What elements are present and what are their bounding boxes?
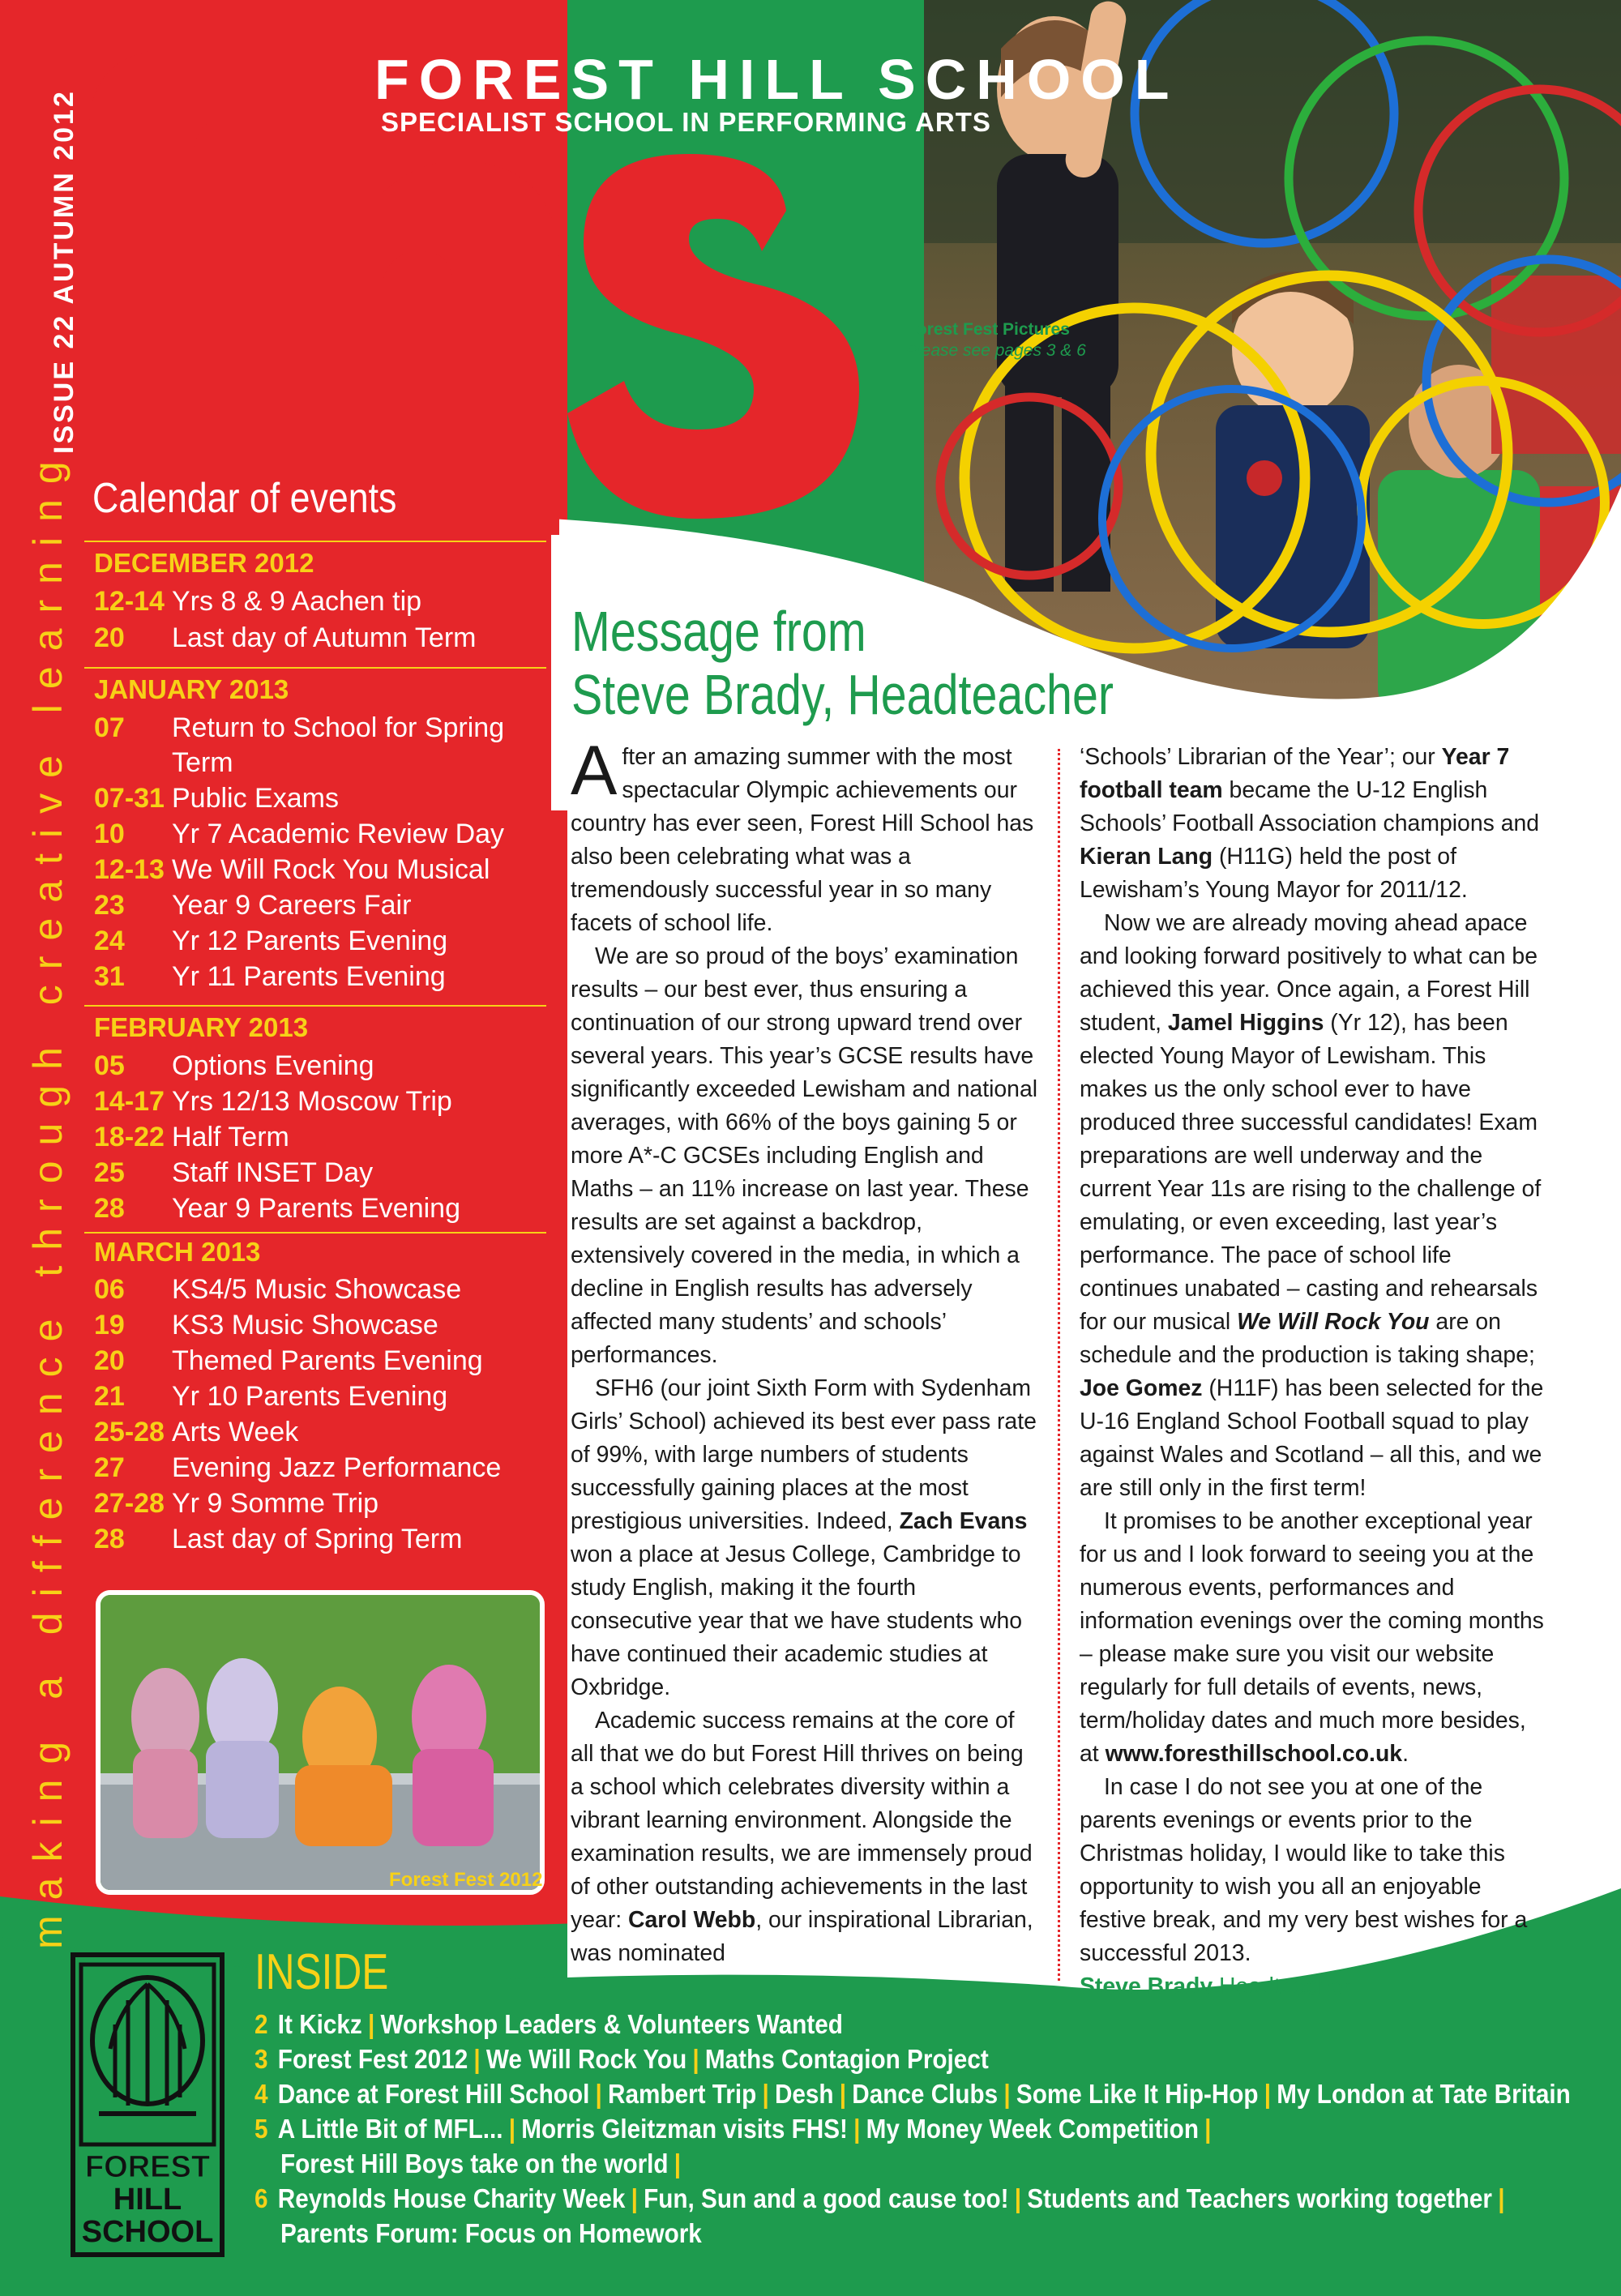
calendar-event: 21 Yr 10 Parents Evening <box>94 1381 448 1412</box>
calendar-event: 05 Options Evening <box>94 1050 374 1081</box>
article-column-1 <box>571 732 1039 1970</box>
logo-text-line2: HILL <box>113 2183 182 2217</box>
calendar-divider <box>84 1005 546 1007</box>
inside-page-5-cont: Forest Hill Boys take on the world | <box>280 2148 682 2178</box>
website-link[interactable]: www.foresthillschool.co.uk <box>1105 1741 1403 1767</box>
calendar-month: MARCH 2013 <box>94 1237 261 1267</box>
calendar-event: 07-31 Public Exams <box>94 783 339 814</box>
message-title-line2: Steve Brady, Headteacher <box>571 663 1114 726</box>
article-paragraph: ‘Schools’ Librarian of the Year’; our Year 7 football team became the U-12 English Schools’ Football Association champions and Kieran Lang (H11G) held the post of Lewisham’s Young Mayor for 2011/12. <box>1080 744 1540 903</box>
calendar-event: 20 Themed Parents Evening <box>94 1345 483 1376</box>
calendar-event: 06 KS4/5 Music Showcase <box>94 1274 462 1305</box>
calendar-month: FEBRUARY 2013 <box>94 1012 309 1042</box>
inside-page-3: 3 Forest Fest 2012 | We Will Rock You | Maths Contagion Project <box>254 2044 989 2074</box>
column-divider <box>1058 749 1060 1981</box>
calendar-event: 27 Evening Jazz Performance <box>94 1452 502 1483</box>
calendar-event: 25 Staff INSET Day <box>94 1157 374 1188</box>
message-title-line1: Message from <box>571 600 866 663</box>
calendar-event: 28 Last day of Spring Term <box>94 1524 463 1554</box>
forest-fest-photo <box>96 1590 545 1895</box>
calendar-month: DECEMBER 2012 <box>94 548 314 578</box>
signoff <box>1080 1970 1550 2003</box>
calendar-heading: Calendar of events <box>92 475 397 522</box>
signoff-name: Steve Brady <box>1080 1973 1213 1999</box>
calendar-event: 19 KS3 Music Showcase <box>94 1310 438 1340</box>
article-paragraph: After an amazing summer with the most spectacular Olympic achievements our country has ever seen, Forest Hill School has also been celebrating what was a tremendously successful year in so many facets of school life. <box>571 732 1034 936</box>
photo-caption-subtitle: Please see pages 3 & 6 <box>906 341 1086 360</box>
calendar-divider <box>84 667 546 669</box>
calendar-event: 28 Year 9 Parents Evening <box>94 1193 460 1224</box>
calendar-event: 12-13 We Will Rock You Musical <box>94 854 490 885</box>
calendar-event: 12-14 Yrs 8 & 9 Aachen tip <box>94 586 422 617</box>
calendar-event: 31 Yr 11 Parents Evening <box>94 961 446 992</box>
tagline: making a difference through creative learning <box>25 446 71 1949</box>
calendar-event: 27-28 Yr 9 Somme Trip <box>94 1488 379 1519</box>
calendar-event: 10 Yr 7 Academic Review Day <box>94 819 505 849</box>
logo-text-line1: FOREST <box>84 2150 211 2184</box>
school-crest-logo <box>70 1952 225 2258</box>
calendar-divider <box>84 541 546 542</box>
message-title <box>571 600 1114 726</box>
calendar-divider <box>84 1232 546 1234</box>
signoff-role: Headteacher <box>1219 1973 1351 1999</box>
issue-label: ISSUE 22 AUTUMN 2012 <box>49 89 79 454</box>
school-subtitle: SPECIALIST SCHOOL IN PERFORMING ARTS <box>381 107 991 137</box>
calendar-month: JANUARY 2013 <box>94 674 289 704</box>
calendar-event: 20 Last day of Autumn Term <box>94 622 477 653</box>
article-paragraph: It promises to be another exceptional year for us and I look forward to seeing you at the numerous events, performances and information evenings over the coming months – please make sure you visit our website regularly for full details of events, news, term/holiday dates and much more besides, at www.foresthillschool.co.uk. <box>1080 1508 1544 1767</box>
drop-cap: A <box>571 732 618 810</box>
calendar-event: 18-22 Half Term <box>94 1122 289 1152</box>
article-paragraph: Now we are already moving ahead apace and looking forward positively to what can be achieved this year. Once again, a Forest Hill student, Jamel Higgins (Yr 12), has been elected Young Mayor of Lewisham. This makes us the only school ever to have produced three successful candidates! Exam preparations are well underway and the current Year 11s are rising to the challenge of emulating, or even exceeding, last year’s performance. The pace of school life continues unabated – casting and rehearsals for our musical We Will Rock You are on schedule and the production is taking shape; Joe Gomez (H11F) has been selected for the U-16 England School Football squad to play against Wales and Scotland – all this, and we are still only in the first term! <box>1080 910 1544 1501</box>
small-photo-caption: Forest Fest 2012 <box>389 1869 543 1891</box>
article-paragraph: SFH6 (our joint Sixth Form with Sydenham Girls’ School) achieved its best ever pass rate of 99%, with large numbers of students successfully gaining places at the most prestigious universities. Indeed, Zach Evans won a place at Jesus College, Cambridge to study English, making it the fourth consecutive year that we have students who have continued their academic studies at Oxbridge. <box>571 1375 1037 1700</box>
inside-page-5: 5 A Little Bit of MFL... | Morris Gleitzman visits FHS! | My Money Week Competition | <box>254 2114 1212 2144</box>
article-paragraph: We are so proud of the boys’ examination results – our best ever, thus ensuring a continuation of our strong upward trend over several years. This year’s GCSE results have significantly exceeded Lewisham and national averages, with 66% of the boys gaining 5 or more A*-C GCSEs including English and Maths – an 11% increase on last year. These results are set against a backdrop, extensively covered in the media, in which a decline in English results has adversely affected many students’ and schools’ performances. <box>571 943 1038 1368</box>
article-paragraph: In case I do not see you at one of the parents evenings or events prior to the Christmas holiday, I would like to take this opportunity to wish you all an enjoyable festive break, and my very best wishes for a successful 2013. <box>1080 1774 1528 1966</box>
inside-page-2: 2 It Kickz | Workshop Leaders & Volunteers Wanted <box>254 2009 843 2039</box>
inside-heading: INSIDE <box>254 1944 389 2000</box>
calendar-event: 23 Year 9 Careers Fair <box>94 890 412 921</box>
calendar-event: 14-17 Yrs 12/13 Moscow Trip <box>94 1086 452 1117</box>
calendar-event: 07 Return to School for Spring Term <box>94 712 505 778</box>
inside-page-4: 4 Dance at Forest Hill School | Rambert Trip | Desh | Dance Clubs | Some Like It Hip-Hop | My London at Tate Britain <box>254 2079 1571 2109</box>
article-paragraph: Academic success remains at the core of all that we do but Forest Hill thrives on being a school which celebrates diversity within a vibrant learning environment. Alongside the examination results, we are immensely proud of other outstanding achievements in the last year: Carol Webb, our inspirational Librarian, was nominated <box>571 1708 1033 1966</box>
school-name: FOREST HILL SCHOOL <box>374 48 1179 111</box>
logo-text-line3: SCHOOL <box>81 2215 214 2249</box>
calendar-event: 25-28 Arts Week <box>94 1417 299 1447</box>
inside-page-6: 6 Reynolds House Charity Week | Fun, Sun and a good cause too! | Students and Teachers working together | <box>254 2183 1505 2213</box>
calendar-event: 24 Yr 12 Parents Evening <box>94 926 448 956</box>
inside-page-6-cont: Parents Forum: Focus on Homework <box>280 2218 702 2248</box>
article-column-2 <box>1080 741 1550 2003</box>
photo-caption <box>906 319 1086 361</box>
photo-caption-title: Forest Fest Pictures <box>906 320 1070 339</box>
